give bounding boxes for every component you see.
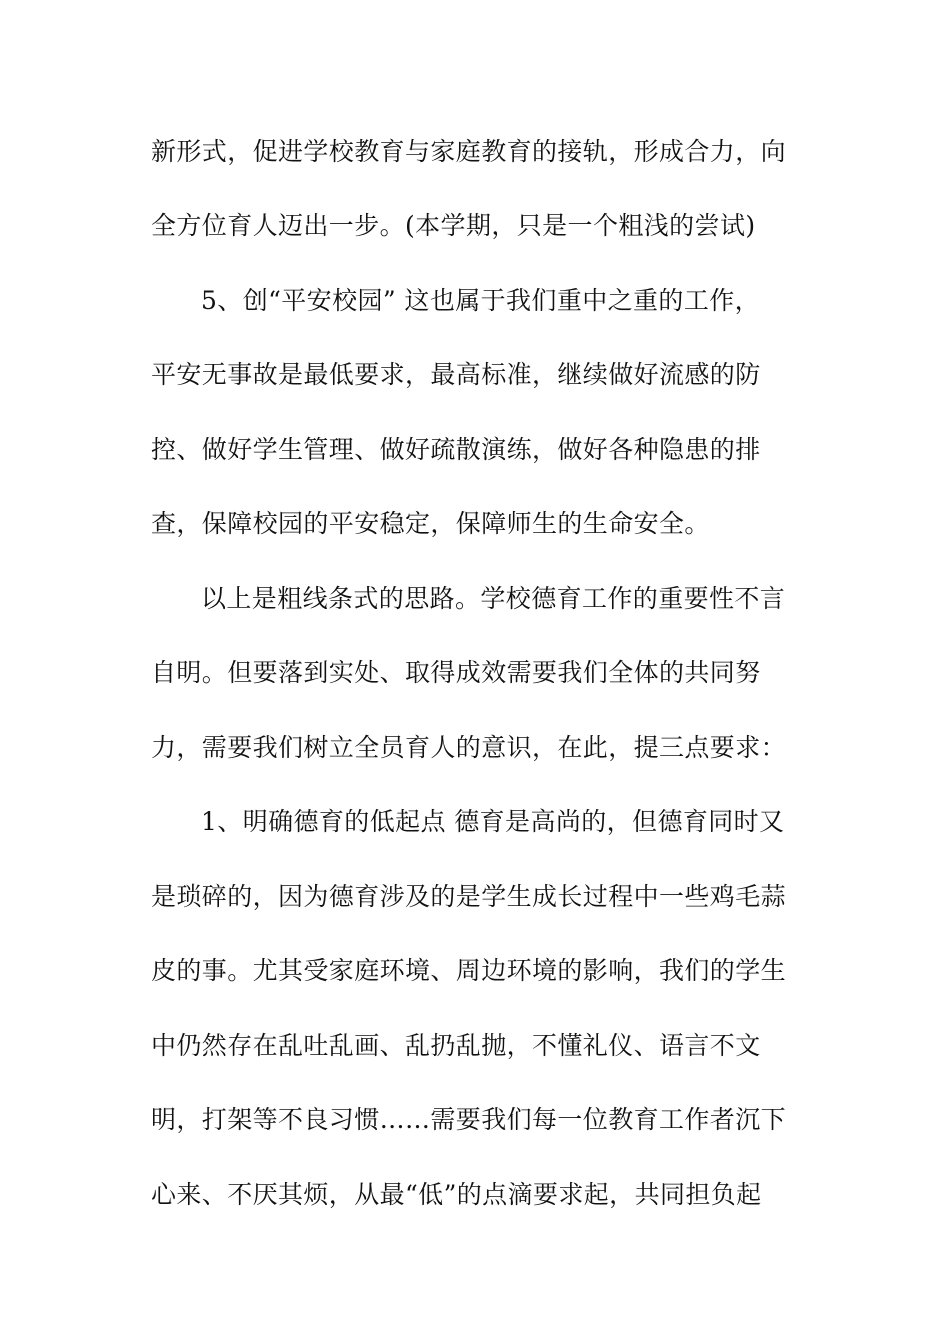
paragraph-start-line: 1、明确德育的低起点 德育是高尚的，但德育同时又 xyxy=(201,807,785,836)
text-line: 明，打架等不良习惯……需要我们每一位教育工作者沉下 xyxy=(151,1105,787,1134)
text-line: 平安无事故是最低要求，最高标准，继续做好流感的防 xyxy=(151,360,761,389)
text-line: 控、做好学生管理、做好疏散演练，做好各种隐患的排 xyxy=(151,435,761,464)
text-line: 心来、不厌其烦，从最“低”的点滴要求起，共同担负起 xyxy=(151,1180,762,1209)
text-line: 力，需要我们树立全员育人的意识，在此，提三点要求： xyxy=(151,733,787,762)
text-line: 全方位育人迈出一步。(本学期，只是一个粗浅的尝试) xyxy=(151,211,756,240)
text-line: 是琐碎的，因为德育涉及的是学生成长过程中一些鸡毛蒜 xyxy=(151,882,787,911)
text-line: 中仍然存在乱吐乱画、乱扔乱抛，不懂礼仪、语言不文 xyxy=(151,1031,761,1060)
paragraph-start-line: 以上是粗线条式的思路。学校德育工作的重要性不言 xyxy=(201,584,786,613)
text-line: 查，保障校园的平安稳定，保障师生的生命安全。 xyxy=(151,509,710,538)
text-line: 新形式，促进学校教育与家庭教育的接轨，形成合力，向 xyxy=(151,137,787,166)
text-line: 自明。但要落到实处、取得成效需要我们全体的共同努 xyxy=(151,658,761,687)
text-line: 皮的事。尤其受家庭环境、周边环境的影响，我们的学生 xyxy=(151,956,787,985)
paragraph-start-line: 5、创“平安校园” 这也属于我们重中之重的工作， xyxy=(201,286,761,315)
